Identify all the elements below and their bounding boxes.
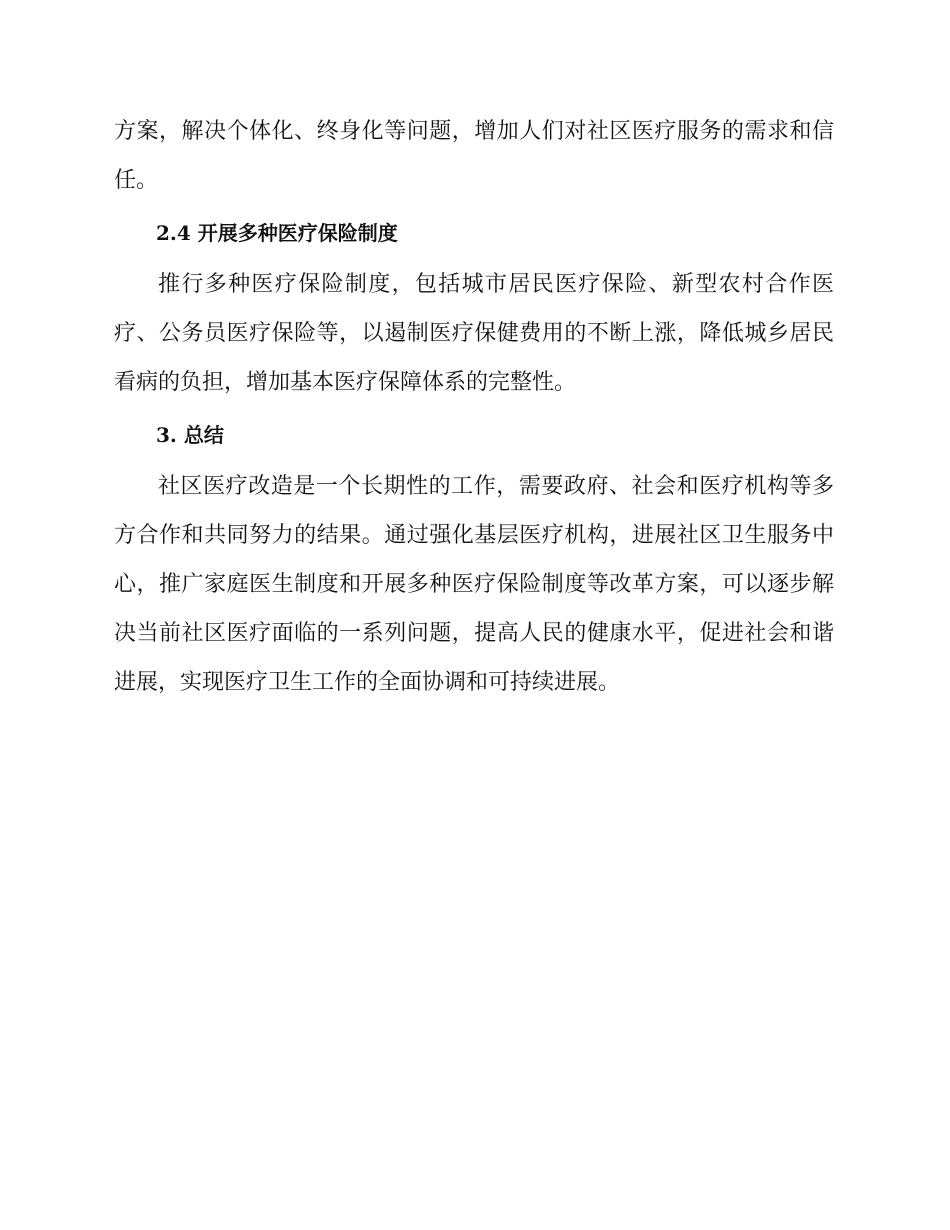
section-heading-2-4: 2.4 开展多种医疗保险制度 <box>156 221 398 245</box>
insurance-paragraph: 推行多种医疗保险制度，包括城市居民医疗保险、新型农村合作医疗、公务员医疗保险等，以遏制医疗保健费用的不断上涨，降低城乡居民看病的负担，增加基本医疗保障体系的完整性。 <box>114 272 834 395</box>
continuation-paragraph: 方案，解决个体化、终身化等问题，增加人们对社区医疗服务的需求和信任。 <box>114 119 834 193</box>
section-heading-summary: 3. 总结 <box>156 423 224 447</box>
document-page <box>114 107 834 707</box>
summary-paragraph: 社区医疗改造是一个长期性的工作，需要政府、社会和医疗机构等多方合作和共同努力的结果。通过强化基层医疗机构，进展社区卫生服务中心，推广家庭医生制度和开展多种医疗保险制度等改革方案，可以逐步解决当前社区医疗面临的一系列问题，提高人民的健康水平，促进社会和谐进展，实现医疗卫生工作的全面协调和可持续进展。 <box>114 474 834 695</box>
